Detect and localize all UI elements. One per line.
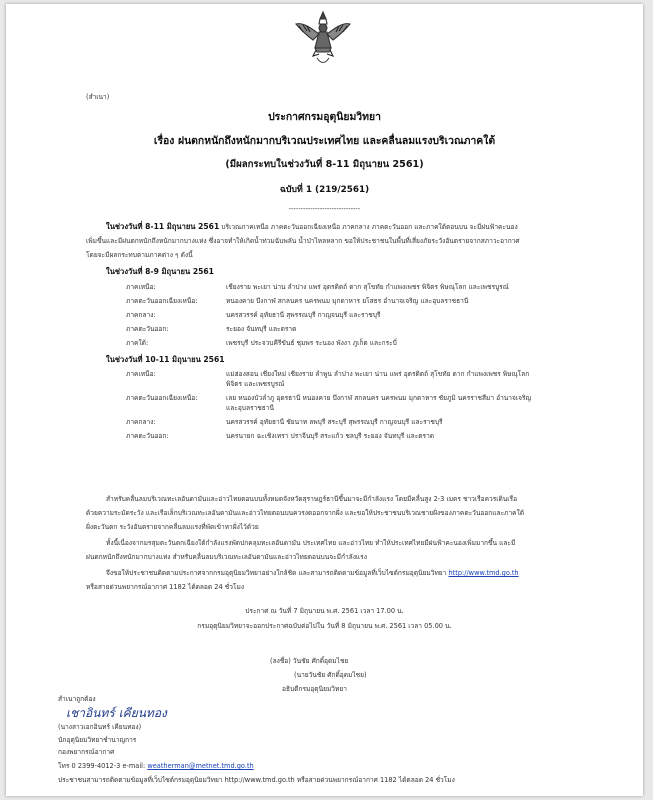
- region-label: ภาคกลาง:: [126, 311, 156, 319]
- province-line: เพชรบุรี ประจวบคีรีขันธ์ ชุมพร ระนอง พังงา ภูเก็ต และกระบี่: [226, 339, 397, 347]
- province-list: [226, 338, 509, 352]
- copy-stamp: (สำเนา): [86, 93, 110, 101]
- para2-line2: ฝนตกหนักถึงหนักมากบางแห่ง สำหรับคลื่นลมบริเวณทะเลอันดามันและอ่าวไทยตอนบนจะมีกำลังแรง: [86, 553, 367, 561]
- contact-line: [58, 761, 254, 771]
- period1-title: ในช่วงวันที่ 8-9 มิถุนายน 2561: [106, 267, 214, 276]
- intro-line2: เพิ่มขึ้นและมีฝนตกหนักถึงหนักมากบางแห่ง ซึ่งอาจทำให้เกิดน้ำท่วมฉับพลัน น้ำป่าไหลหลาก ขอให้ประชาชนในพื้นที่เสี่ยงภัยระวังอันตรายจากสภาวะอากาศ: [86, 237, 520, 245]
- province-line: แม่ฮ่องสอน เชียงใหม่ เชียงราย ลำพูน ลำปาง พะเยา น่าน แพร่ อุตรดิตถ์ สุโขทัย ตาก กำแพงเพชร พิษณุโลก: [226, 370, 530, 378]
- para2-line1: ทั้งนี้เนื่องจากมรสุมตะวันตกเฉียงใต้กำลังแรงพัดปกคลุมทะเลอันดามัน ประเทศไทย และอ่าวไทย ทำให้ประเทศไทยมีฝนฟ้าคะนองเพิ่มมากขึ้น และมี: [106, 539, 516, 547]
- province-list: [226, 282, 509, 296]
- email-link[interactable]: weatherman@metnet.tmd.go.th: [147, 762, 254, 770]
- announce-date: ประกาศ ณ วันที่ 7 มิถุนายน พ.ศ. 2561 เวลา 17.00 น.: [245, 607, 404, 615]
- region-label: ภาคตะวันออก:: [126, 325, 169, 333]
- period2-title: ในช่วงวันที่ 10-11 มิถุนายน 2561: [106, 355, 225, 364]
- intro-text1: บริเวณภาคเหนือ ภาคตะวันออกเฉียงเหนือ ภาคกลาง ภาคตะวันออก และภาคใต้ตอนบน จะมีฝนฟ้าคะนอง: [221, 223, 518, 231]
- region-row: [126, 282, 509, 296]
- document-page: [6, 4, 643, 796]
- province-list: [226, 369, 531, 393]
- intro-line1: [106, 222, 518, 232]
- certifier-name: (นางสาวเอกอินทร์ เคียนทอง): [58, 723, 142, 731]
- para3-text: จึงขอให้ประชาชนติดตามประกาศจากกรมอุตุนิยมวิทยาอย่างใกล้ชิด และสามารถติดตามข้อมูลที่เว็บไซต์กรมอุตุนิยมวิทยา: [106, 569, 447, 577]
- province-list: [226, 296, 509, 310]
- tmd-website-link[interactable]: http://www.tmd.go.th: [448, 569, 519, 577]
- province-line: นครสวรรค์ อุทัยธานี สุพรรณบุรี กาญจนบุรี และราชบุรี: [226, 311, 381, 319]
- province-line: เชียงราย พะเยา น่าน ลำปาง แพร่ อุตรดิตถ์ ตาก สุโขทัย กำแพงเพชร พิจิตร พิษณุโลก และเพชรบูรณ์: [226, 283, 509, 291]
- handwritten-signature: เชาอินทร์ เคียนทอง: [66, 706, 167, 720]
- period2-region-table: [126, 369, 531, 445]
- province-line: นครสวรรค์ อุทัยธานี ชัยนาท ลพบุรี สระบุรี สุพรรณบุรี กาญจนบุรี และราชบุรี: [226, 418, 443, 426]
- period1-region-table: [126, 282, 509, 352]
- subject-title: เรื่อง ฝนตกหนักถึงหนักมากบริเวณประเทศไทย และคลื่นลมแรงบริเวณภาคใต้: [153, 135, 496, 147]
- province-list: [226, 324, 509, 338]
- para3-line2: หรือสายด่วนพยากรณ์อากาศ 1182 ได้ตลอด 24 ชั่วโมง: [86, 583, 245, 591]
- signatory-name: (นายวันชัย ศักดิ์อุดมไชย): [294, 671, 367, 679]
- region-row: [126, 417, 531, 431]
- effect-period: (มีผลกระทบในช่วงวันที่ 8-11 มิถุนายน 2561): [225, 159, 424, 170]
- region-label: ภาคใต้:: [126, 339, 149, 347]
- region-row: [126, 338, 509, 352]
- region-label: ภาคกลาง:: [126, 418, 156, 426]
- province-list: [226, 431, 531, 445]
- province-line: และอุบลราชธานี: [226, 404, 274, 412]
- next-announcement: กรมอุตุนิยมวิทยาจะออกประกาศฉบับต่อไปใน วันที่ 8 มิถุนายน พ.ศ. 2561 เวลา 05.00 น.: [197, 622, 452, 630]
- intro-lead: ในช่วงวันที่ 8-11 มิถุนายน 2561: [106, 222, 220, 231]
- province-list: [226, 417, 531, 431]
- division: กองพยากรณ์อากาศ: [58, 748, 115, 756]
- divider: ------------------------------: [288, 205, 361, 213]
- province-line: ระยอง จันทบุรี และตราด: [226, 325, 297, 333]
- region-row: [126, 296, 509, 310]
- province-line: เลย หนองบัวลำภู อุดรธานี หนองคาย บึงกาฬ สกลนคร นครพนม มุกดาหาร ชัยภูมิ นครราชสีมา อำนาจเจริญ: [226, 394, 532, 402]
- province-list: [226, 393, 531, 417]
- region-row: [126, 369, 531, 393]
- region-row: [126, 393, 531, 417]
- province-line: พิจิตร และเพชรบูรณ์: [226, 380, 285, 388]
- region-row: [126, 324, 509, 338]
- region-label: ภาคตะวันออกเฉียงเหนือ:: [126, 297, 198, 305]
- page-title: ประกาศกรมอุตุนิยมวิทยา: [268, 111, 381, 123]
- para1-line3: ฝั่งตะวันตก ระวังอันตรายจากคลื่นลมแรงที่พัดเข้าหาฝั่งไว้ด้วย: [86, 523, 259, 531]
- region-row: [126, 431, 531, 445]
- issue-number: ฉบับที่ 1 (219/2561): [279, 185, 370, 195]
- garuda-emblem-icon: [293, 8, 353, 66]
- certifier-position: นักอุตุนิยมวิทยาชำนาญการ: [58, 736, 137, 744]
- public-info-line: ประชาชนสามารถติดตามข้อมูลที่เว็บไซต์กรมอุตุนิยมวิทยา http://www.tmd.go.th หรือสายด่วนพยากรณ์อากาศ 1182 ได้ตลอด 24 ชั่วโมง: [58, 776, 455, 784]
- province-line: นครนายก ฉะเชิงเทรา ปราจีนบุรี สระแก้ว ชลบุรี ระยอง จันทบุรี และตราด: [226, 432, 435, 440]
- para3-line1: [106, 568, 519, 578]
- region-label: ภาคตะวันออก:: [126, 432, 169, 440]
- region-label: ภาคตะวันออกเฉียงเหนือ:: [126, 394, 198, 402]
- para1-line1: สำหรับคลื่นลมบริเวณทะเลอันดามันและอ่าวไทยตอนบนทั้งหมดจังหวัดสุราษฎร์ธานีขึ้นมาจะมีกำลังแรง โดยมีคลื่นสูง 2-3 เมตร ชาวเรือควรเดินเรือ: [106, 495, 518, 503]
- contact-phone: โทร 0 2399-4012-3 e-mail:: [58, 762, 146, 770]
- region-row: [126, 310, 509, 324]
- certify-label: สำเนาถูกต้อง: [58, 695, 96, 703]
- province-line: หนองคาย บึงกาฬ สกลนคร นครพนม มุกดาหาร ยโสธร อำนาจเจริญ และอุบลราชธานี: [226, 297, 469, 305]
- intro-line3: โดยจะมีผลกระทบตามภาคต่าง ๆ ดังนี้: [86, 251, 193, 259]
- region-label: ภาคเหนือ:: [126, 370, 156, 378]
- signed-line: (ลงชื่อ) วันชัย ศักดิ์อุดมไชย: [270, 657, 349, 665]
- province-list: [226, 310, 509, 324]
- signatory-position: อธิบดีกรมอุตุนิยมวิทยา: [282, 685, 347, 693]
- para1-line2: ด้วยความระมัดระวัง และเรือเล็กบริเวณทะเลอันดามันและอ่าวไทยตอนบนควรงดออกจากฝั่ง และขอให้ประชาชนบริเวณชายฝั่งของภาคตะวันออกและภาคใต้: [86, 509, 525, 517]
- region-label: ภาคเหนือ:: [126, 283, 156, 291]
